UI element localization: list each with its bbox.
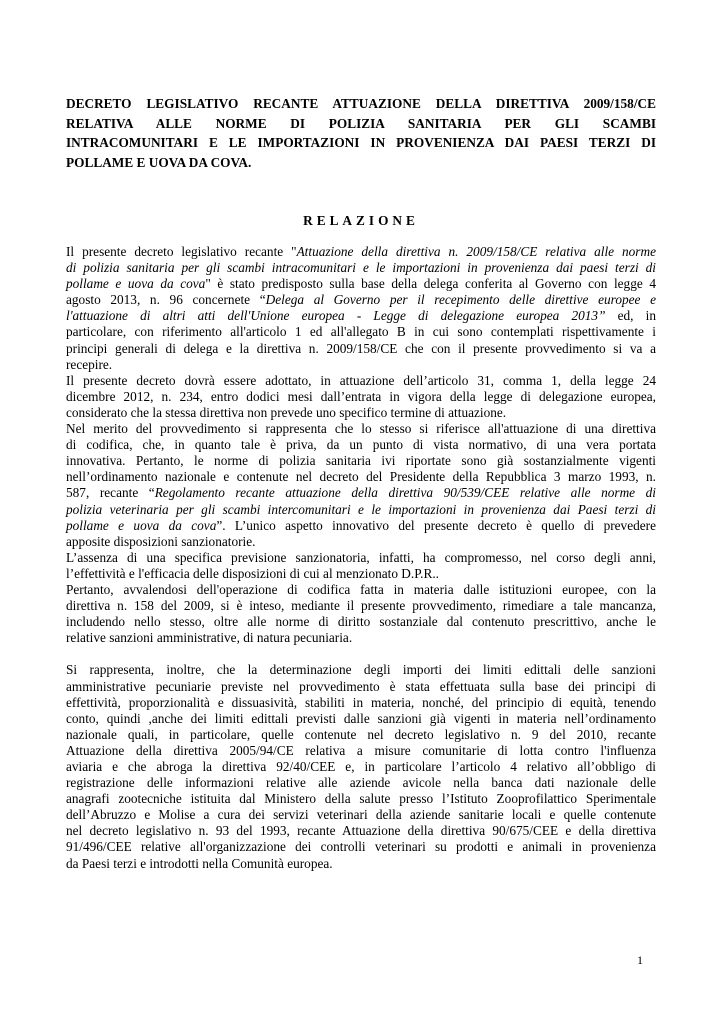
text-line: aviaria e che abroga la direttiva 92/40/CEE e, in particolare l’articolo 4 relativo all’obbligo di (66, 759, 656, 774)
text-line: direttiva n. 158 del 2009, si è inteso, mediante il presente provvedimento, rimediare a tale mancanza, (66, 598, 656, 614)
text-run: ”. L’unico aspetto innovativo del presente decreto è quello di prevedere (216, 517, 656, 533)
page-number: 1 (637, 953, 643, 967)
text-line: Si rappresenta, inoltre, che la determinazione degli importi dei limiti edittali delle sanzioni (66, 662, 656, 678)
paragraph-2 (66, 373, 656, 421)
text-line (66, 357, 656, 373)
text-run: apposite disposizioni sanzionatorie. (66, 533, 256, 549)
text-line: l’effettività e l'efficacia delle disposizioni di cui al menzionato D.P.R.. (66, 565, 440, 581)
text-line: relative sanzioni amministrative, di natura pecuniaria. (66, 630, 353, 646)
text-line: registrazione delle informazioni relative alle aziende avicole nella banca dati nazionale delle (66, 775, 656, 791)
text-run: principi generali di delega e la direttiva n. 2009/158/CE che con il presente provvedimento si va a (66, 340, 656, 356)
title-line: DECRETO LEGISLATIVO RECANTE ATTUAZIONE DELLA DIRETTIVA 2009/158/CE (66, 96, 656, 111)
text-line (66, 276, 656, 292)
text-line (66, 421, 656, 437)
text-run: 587, recante “ (66, 485, 155, 501)
section-heading: RELAZIONE (303, 213, 419, 228)
paragraph-5 (66, 582, 656, 646)
text-line: nel decreto legislativo n. 93 del 1993, recante Attuazione della direttiva 90/675/CEE e della direttiva (66, 823, 656, 839)
text-run: Nel merito del provvedimento si rappresenta che lo stesso si riferisce all'attuazione di una direttiva (66, 421, 656, 437)
italic-text: pollame e uova da cova (66, 517, 217, 533)
text-run: particolare, con riferimento all'articolo 1 ed all'allegato B in cui sono contemplati rispettivamente i (66, 324, 656, 340)
text-line (66, 534, 656, 550)
text-run: agosto 2013, n. 96 concernete “ (66, 292, 266, 308)
text-line: dell’Abruzzo e Molise a cura dei servizi veterinari della aziende sanitarie locali e quelle contenute (66, 807, 656, 823)
title-line: INTRACOMUNITARI E LE IMPORTAZIONI IN PROVENIENZA DAI PAESI TERZI DI (66, 135, 656, 151)
text-line (66, 292, 656, 308)
text-line (66, 341, 656, 357)
text-run: recepire. (66, 356, 113, 372)
text-line: considerato che la stessa direttiva non prevede uno specifico termine di attuazione. (66, 404, 507, 420)
italic-text: Delega al Governo per il recepimento delle direttive europee e (265, 292, 656, 308)
text-line: Pertanto, avvalendosi dell'operazione di codifica fatta in materia dalle istituzioni europee, con la (66, 581, 656, 597)
paragraph-3 (66, 421, 656, 550)
italic-text: polizia veterinaria per gli scambi intercomunitari e le importazioni in provenienza dai Paesi terzi di (66, 501, 656, 517)
text-line: nazionale quali, in particolare, quelle contenute nel decreto legislativo n. 9 del 2010, recante (66, 726, 656, 742)
text-line: anagrafi zootecniche istituita dal Ministero della salute presso l’Istituto Zooprofilattico Sperimentale (66, 791, 656, 807)
title-line: RELATIVA ALLE NORME DI POLIZIA SANITARIA PER GLI SCAMBI (66, 115, 656, 131)
italic-text: Regolamento recante attuazione della direttiva 90/539/CEE relative alle norme di (154, 485, 656, 501)
text-line (66, 437, 656, 453)
text-run: nell’ordinamento nazionale e contenute nel decreto del Presidente della Repubblica 3 marzo 1993, n. (66, 469, 656, 485)
document-title (66, 94, 656, 172)
title-line: POLLAME E UOVA DA COVA. (66, 154, 252, 170)
text-line: amministrative pecuniarie previste nel provvedimento è stata effettuata sulla base dei principi di (66, 678, 656, 694)
paragraph-1 (66, 244, 656, 373)
text-line (66, 308, 656, 324)
text-line: Attuazione della direttiva 2005/94/CE relativa a misure comunitarie di lotta contro l'influenza (66, 742, 656, 758)
italic-text: di polizia sanitaria per gli scambi intracomunitari e le importazioni in provenienza dai paesi terzi di (66, 260, 656, 276)
paragraph-spacer (66, 646, 656, 662)
text-line (66, 518, 656, 534)
text-line: includendo nello stesso, oltre alle norme di diritto sostanziale dal contenuto prescrittivo, anche le (66, 614, 656, 630)
text-line: L’assenza di una specifica previsione sanzionatoria, infatti, ha compromesso, nel corso degli anni, (66, 549, 656, 565)
italic-text: pollame e uova da cova (66, 276, 206, 292)
text-run: Il presente decreto legislativo recante " (66, 244, 297, 259)
text-line: da Paesi terzi e introdotti nella Comunità europea. (66, 855, 333, 871)
text-run: " è stato predisposto sulla base della delega conferita al Governo con legge 4 (205, 276, 656, 292)
text-line: Il presente decreto dovrà essere adottato, in attuazione dell’articolo 31, comma 1, della legge 24 (66, 372, 656, 388)
text-line: conto, quindi ,anche dei limiti edittali previsti dalle sanzioni già vigenti in materia nell’ordinamento (66, 710, 656, 726)
document-body (66, 244, 656, 872)
text-line: 91/496/CEE relative all'organizzazione dei controlli veterinari su prodotti e animali in provenienza (66, 839, 656, 855)
text-line (66, 502, 656, 518)
paragraph-4 (66, 550, 656, 582)
text-run: di codifica, che, in quanto tale è priva, da un punto di vista normativo, di una vera portata (66, 437, 656, 453)
text-line (66, 453, 656, 469)
text-line: effettività, proporzionalità e dissuasività, stabiliti in materia, nonché, del principio di equità, tenendo (66, 694, 656, 710)
text-line (66, 260, 656, 276)
text-line (66, 485, 656, 501)
paragraph-6 (66, 662, 656, 871)
italic-text: Attuazione della direttiva n. 2009/158/CE relativa alle norme (296, 244, 656, 259)
text-line (66, 469, 656, 485)
italic-text: l'attuazione di altri atti dell'Unione europea - Legge di delegazione europea 2013” (66, 308, 606, 324)
text-run: innovativa. Pertanto, le norme di polizia sanitaria ivi riportate sono già sostanzialmente vigenti (66, 453, 656, 469)
text-run: ed, in (605, 308, 656, 324)
text-line (66, 324, 656, 340)
text-line (66, 244, 656, 260)
text-line: dicembre 2012, n. 234, entro dodici mesi dall’entrata in vigora della legge di delegazione europea, (66, 388, 656, 404)
